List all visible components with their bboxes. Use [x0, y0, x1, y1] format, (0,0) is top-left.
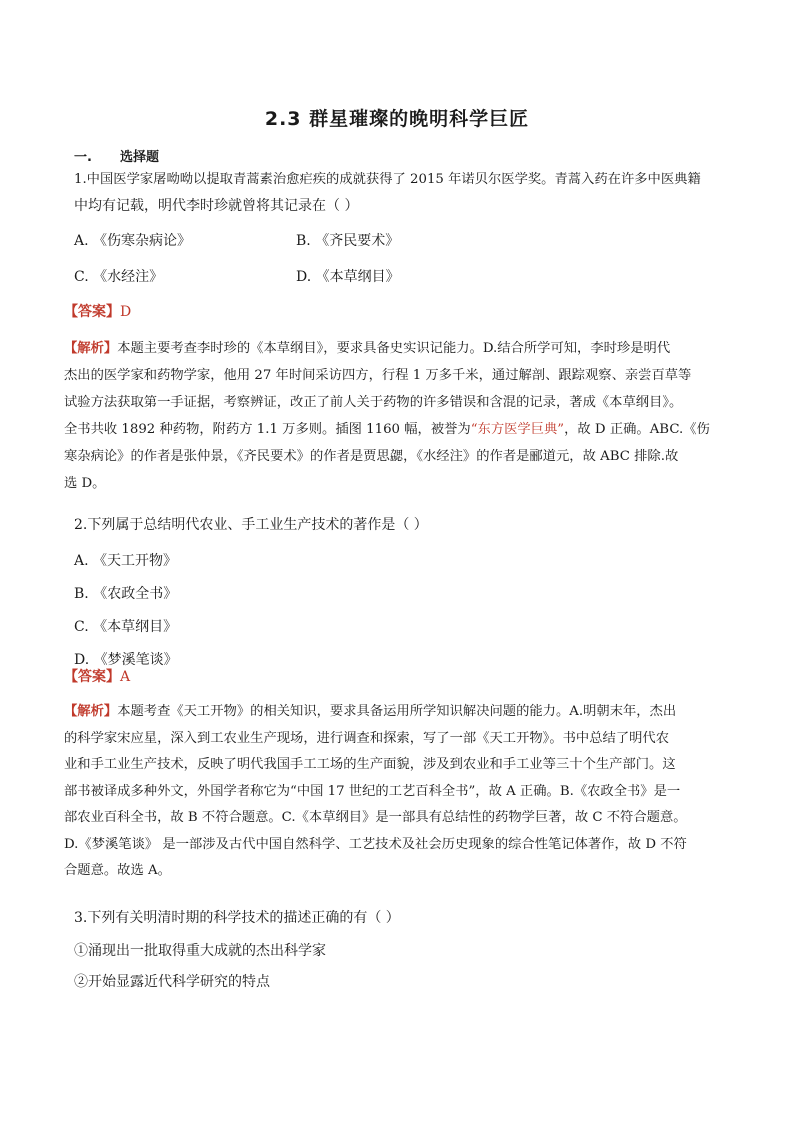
- section-number: 一.: [74, 150, 92, 165]
- option-a: A. 《伤寒杂病论》: [74, 233, 192, 249]
- option-d: D. 《梦溪笔谈》: [74, 652, 178, 668]
- option-c: C. 《水经注》: [74, 269, 164, 285]
- option-row: [74, 264, 734, 291]
- analysis-text: ，故 D 正确。ABC.《伤: [564, 422, 710, 437]
- analysis-line: 部农业百科全书，故 B 不符合题意。C.《本草纲目》是一部具有总结性的药物学巨著，故 C 不符合题意。: [64, 810, 687, 825]
- analysis-line: 杰出的医学家和药物学家，他用 27 年时间采访四方，行程 1 万多千米，通过解剖、跟踪观察、亲尝百草等: [64, 368, 692, 383]
- question-1-stem-line-1: 1.中国医学家屠呦呦以提取青蒿素治愈疟疾的成就获得了 2015 年诺贝尔医学奖。青蒿入药在许多中医典籍: [74, 172, 701, 187]
- analysis-tag: 【解析】: [64, 704, 118, 719]
- question-1-options: [74, 228, 734, 255]
- analysis-line: 部书被译成多种外文，外国学者称它为“中国 17 世纪的工艺百科全书”，故 A 正确。B.《农政全书》是一: [64, 783, 681, 799]
- question-3-item-2: ②开始显露近代科学研究的特点: [74, 974, 270, 990]
- question-3-items: [74, 936, 734, 998]
- analysis-text: 本题考查《天工开物》的相关知识，要求具备运用所学知识解决问题的能力。A.明朝末年，杰出: [117, 704, 677, 719]
- analysis-line: [64, 416, 734, 443]
- question-3-stem: 3.下列有关明清时期的科学技术的描述正确的有（ ）: [74, 910, 400, 926]
- question-3-item-1: ①涌现出一批取得重大成就的杰出科学家: [74, 943, 326, 959]
- question-1: [74, 166, 734, 220]
- question-1-options-2: [74, 264, 734, 291]
- question-2-answer: [64, 664, 724, 691]
- analysis-line: 选 D。: [64, 476, 106, 491]
- answer-value: A: [120, 669, 131, 685]
- analysis-line: 寒杂病论》的作者是张仲景，《齐民要术》的作者是贾思勰，《水经注》的作者是郦道元，故 ABC 排除.故: [64, 449, 679, 464]
- section-heading: [74, 146, 159, 165]
- analysis-text: 本题主要考查李时珍的《本草纲目》，要求具备史实识记能力。D.结合所学可知，李时珍是明代: [117, 341, 671, 356]
- analysis-line: 合题意。故选 A。: [64, 863, 171, 878]
- question-1-analysis: [64, 335, 734, 497]
- highlight-text: “东方医学巨典”: [470, 422, 565, 437]
- analysis-line: [64, 699, 734, 726]
- question-2-analysis: [64, 699, 734, 885]
- analysis-line: 的科学家宋应星，深入到工农业生产现场，进行调查和探索，写了一部《天工开物》。书中总结了明代农: [64, 730, 670, 746]
- page-title: 2.3 群星璀璨的晚明科学巨匠: [264, 108, 530, 130]
- answer-value: D: [120, 304, 132, 320]
- option-b: B. 《农政全书》: [74, 586, 178, 602]
- answer-tag: 【答案】: [64, 669, 120, 685]
- analysis-text: 全书共收 1892 种药物，附药方 1.1 万多则。插图 1160 幅，被誉为: [64, 422, 471, 437]
- option-a: A. 《天工开物》: [74, 553, 178, 569]
- question-1-stem-line-2: 中均有记载，明代李时珍就曾将其记录在（ ）: [74, 198, 359, 214]
- analysis-line: 业和手工业生产技术，反映了明代我国手工工场的生产面貌，涉及到农业和手工业等三十个生产部门。这: [64, 757, 676, 772]
- answer-tag: 【答案】: [64, 304, 120, 320]
- option-c: C. 《本草纲目》: [74, 619, 178, 635]
- question-2-stem: 2.下列属于总结明代农业、手工业生产技术的著作是（ ）: [74, 517, 428, 533]
- analysis-tag: 【解析】: [64, 341, 118, 356]
- section-label: 选择题: [120, 150, 160, 165]
- analysis-line: [64, 335, 734, 362]
- question-1-answer: [64, 299, 724, 326]
- option-d: D. 《本草纲目》: [296, 269, 400, 285]
- analysis-line: D.《梦溪笔谈》 是一部涉及古代中国自然科学、工艺技术及社会历史现象的综合性笔记体著作，故 D 不符: [64, 836, 687, 852]
- question-2-options: [74, 545, 734, 677]
- analysis-line: 试验方法获取第一手证据，考察辨证，改正了前人关于药物的许多错误和含混的记录，著成《本草纲目》。: [64, 395, 683, 410]
- option-row: [74, 228, 734, 255]
- option-b: B. 《齐民要术》: [296, 233, 400, 249]
